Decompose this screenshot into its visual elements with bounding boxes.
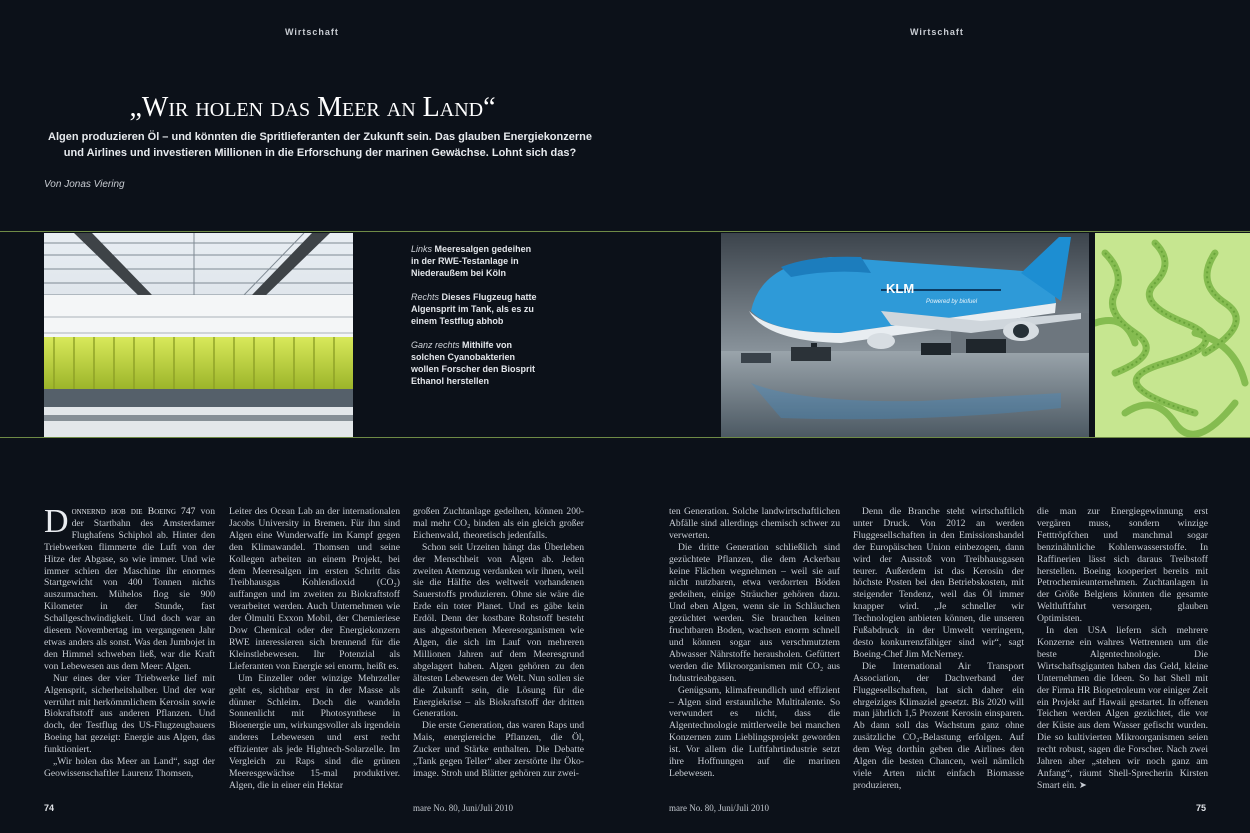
paragraph: Nur eines der vier Triebwerke lief mit Algensprit, sicherheitshalber. Und der war verrührt mit herkömmlichem Kerosin sowie Biokraftstoff aus anderen Pflanzen. Und doch, der Testflug des US-Flugzeugbauers Boeing hat gezeigt: Energie aus Algen, das funktioniert. xyxy=(44,672,215,756)
paragraph: Schon seit Urzeiten hängt das Überleben der Menschheit von Algen ab. Jeden zweiten Atemzug verdanken wir ihnen, weil sie die Hälfte des weltweit vorhandenen Sauerstoffs produzieren. Ohne sie wäre die Erde ein toter Planet. Und es gäbe kein Erdöl. Denn der kostbare Rohstoff besteht aus abgestorbenen Meeresorganismen wie Algen, die sich im Lauf von mehreren Millionen Jahren auf dem Meeresgrund abgelagert haben. Algen gehören zu den ältesten Lebewesen der Welt. Nun sollen sie die Zukunft sein, die Lösung für die Energiekrise – als Biokraftstoff der dritten Generation. xyxy=(413,541,584,720)
cyanobacteria-photo xyxy=(1095,233,1250,437)
article-title: „Wir holen das Meer an Land“ xyxy=(129,92,496,123)
paragraph: Die erste Generation, das waren Raps und Mais, energiereiche Pflanzen, die Öl, Zucker und Stärke enthalten. Die Debatte „Tank gegen Teller“ aber zerstörte ihr Öko-image. Stroh und Blätter gehören zur zwei- xyxy=(413,720,584,779)
photo-captions xyxy=(411,243,541,399)
paragraph: Die dritte Generation schließlich sind gezüchtete Pflanzen, die dem Ackerbau keine Flächen wegnehmen – weil sie auf nicht nutzbaren, etwa verdorrten Böden gedeihen, einige Sträucher gehören dazu. Und eben Algen, wenn sie in Schläuchen gezüchtet werden. Sie brauchen keinen fruchtbaren Boden, wachsen enorm schnell und können sogar aus verschmutztem Abwasser Nährstoffe herausholen. Gefüttert werden die Mikroorganismen mit CO₂ aus Industrieabgasen. xyxy=(669,541,840,684)
klm-livery-text: KLM xyxy=(886,281,915,296)
biofuel-livery-text: Powered by biofuel xyxy=(926,299,978,305)
text-column-3 xyxy=(413,506,584,802)
text-column-5 xyxy=(853,506,1024,802)
text-column-2 xyxy=(229,506,400,802)
section-label-right: Wirtschaft xyxy=(910,27,964,37)
paragraph: großen Zuchtanlage gedeihen, können 200-mal mehr CO₂ binden als ein gleich großer Eichenwald, theoretisch jedenfalls. xyxy=(413,506,584,541)
paragraph: „Wir holen das Meer an Land“, sagt der Geowissenschaftler Laurenz Thomsen, xyxy=(44,756,215,779)
divider-top xyxy=(0,231,1250,232)
article-deck: Algen produzieren Öl – und könnten die Spritlieferanten der Zukunft sein. Das glauben Energiekonzerne und Airlines und investieren Millionen in die Erforschung der marinen Gewächse. Lohnt sich das? xyxy=(48,131,592,159)
page-number-left: 74 xyxy=(44,803,55,813)
paragraph: Um Einzeller oder winzige Mehrzeller geht es, sichtbar erst in der Masse als dünner Schleim. Doch die wandeln Sonnenlicht mit Photosynthese in Bioenergie um, wirkungsvoller als irgendein anderes Lebewesen und erst recht effizienter als jede Hightech-Solarzelle. Im Vergleich zu Raps sind die grünen Meeresgewächse 15-mal produktiver. Algen, die in einer ein Hektar xyxy=(229,672,400,791)
paragraph: Denn die Branche steht wirtschaftlich unter Druck. Von 2012 an werden Fluggesellschaften in den Emissionshandel der Europäischen Union einbezogen, dann wird der Ausstoß von Treibhausgasen teurer. Außerdem ist das Kerosin der höchste Posten bei den Betriebskosten, mit steigender Tendenz, weil das Öl immer knapper wird. „Je schneller wir Technologien anbieten können, die unseren Fußabdruck in der Umwelt verringern, desto konkurrenzfähiger sind wir“, sagt Boeing-Chef Jim McNerney. xyxy=(853,506,1024,660)
section-label-left: Wirtschaft xyxy=(285,27,339,37)
algae-greenhouse-photo xyxy=(44,233,353,437)
text-column-4 xyxy=(669,506,840,802)
issue-info-right: mare No. 80, Juni/Juli 2010 xyxy=(669,803,769,813)
page-number-right: 75 xyxy=(1196,803,1207,813)
paragraph: Leiter des Ocean Lab an der internationalen Jacobs University in Bremen. Für ihn sind Algen eine Wunderwaffe im Kampf gegen den Klimawandel. Thomsen und seine Kollegen arbeiten an einem Projekt, bei dem Meeresalgen im ersten Schritt das Treibhausgas Kohlendioxid (CO₂) auffangen und im zweiten zu Biokraftstoff verarbeitet werden. Auch Unternehmen wie der Ölmulti Exxon Mobil, der Chemieriese Dow Chemical oder der Energiekonzern RWE interessieren sich brennend für die Kleinstlebewesen. Ihr Potenzial als Lieferanten von Energie sei enorm, heißt es. xyxy=(229,506,400,672)
caption-left: Links Meeresalgen gedeihen in der RWE-Testanlage in Niederaußem bei Köln xyxy=(411,244,532,278)
paragraph-lead: Donnernd hob die Boeing 747 von der Startbahn des Amsterdamer Flughafens Schiphol ab. Hinter den Triebwerken flimmerte die Luft von der Hitze der Abgase, so wie immer. Und wie immer schien der Maschine ihr enormes Startgewicht von 400 Tonnen nichts auszumachen. Mühelos flog sie 900 Kilometer in der Stunde, fast Schallgeschwindigkeit. Und doch war an diesem Novembertag im vergangenen Jahr etwas anders als sonst. Was den Jumbojet in den Himmel schweben ließ, war die Kraft von Lebewesen aus dem Meer: Algen. xyxy=(44,506,215,672)
paragraph: Die International Air Transport Association, der Dachverband der Fluggesellschaften, hat sich daher ein ehrgeiziges Klimaziel gesetzt. Bis 2020 will man jährlich 1,5 Prozent Kerosin einsparen. Ab dann soll das Wachstum ganz ohne zusätzliche CO₂-Belastung erfolgen. Auf dem Weg dorthin geben die Airlines den Algen die besten Chancen, weil nämlich viele Arten nicht einfach Biomasse produzieren, xyxy=(853,660,1024,791)
issue-info-left: mare No. 80, Juni/Juli 2010 xyxy=(413,803,513,813)
caption-right: Rechts Dieses Flugzeug hatte Algensprit im Tank, als es zu einem Testflug abhob xyxy=(411,292,537,326)
caption-far-right: Ganz rechts Mithilfe von solchen Cyanobakterien wollen Forscher den Biosprit Ethanol herstellen xyxy=(411,340,536,386)
text-column-6 xyxy=(1037,506,1208,802)
paragraph: Genügsam, klimafreundlich und effizient – Algen sind erstaunliche Multitalente. So verwundert es nicht, dass die Algentechnologie mittlerweile bei manchen Konzernen zum Lieblingsprojekt geworden ist. Vor allem die Luftfahrtindustrie setzt ihre Hoffnungen auf die marinen Lebewesen. xyxy=(669,684,840,779)
klm-boeing-photo xyxy=(721,233,1089,437)
byline: Von Jonas Viering xyxy=(44,179,125,190)
text-column-1 xyxy=(44,506,215,802)
paragraph: die man zur Energiegewinnung erst vergären muss, sondern winzige Fetttröpfchen und manchmal sogar benzinähnliche Kohlenwasserstoffe. In Raffinerien lässt sich daraus Treibstoff herstellen. Boeing kooperiert bereits mit Petrochemieunternehmen. Zuchtanlagen in der Größe Belgiens könnten die gesamte Weltluftfahrt versorgen, glauben Optimisten. xyxy=(1037,506,1208,625)
paragraph: In den USA liefern sich mehrere Konzerne ein wahres Wettrennen um die beste Algentechnologie. Die Wirtschaftsgiganten haben das Geld, kleine Unternehmen die Ideen. So hat Shell mit der Firma HR Biopetroleum vor einiger Zeit ein Projekt auf Hawaii gestartet. In offenen Teichen werden Algen gezüchtet, die vor der Küste aus dem Wasser gefischt wurden. Die so kultivierten Mikroorganismen seien recht robust, sagen die Forscher. Nach zwei Jahren aber „stehen wir noch ganz am Anfang“, räumt Shell-Sprecherin Kirsten Smart ein. ➤ xyxy=(1037,625,1208,791)
divider-bottom xyxy=(0,437,1250,438)
paragraph: ten Generation. Solche landwirtschaftlichen Abfälle sind allerdings chemisch schwer zu verwerten. xyxy=(669,506,840,541)
